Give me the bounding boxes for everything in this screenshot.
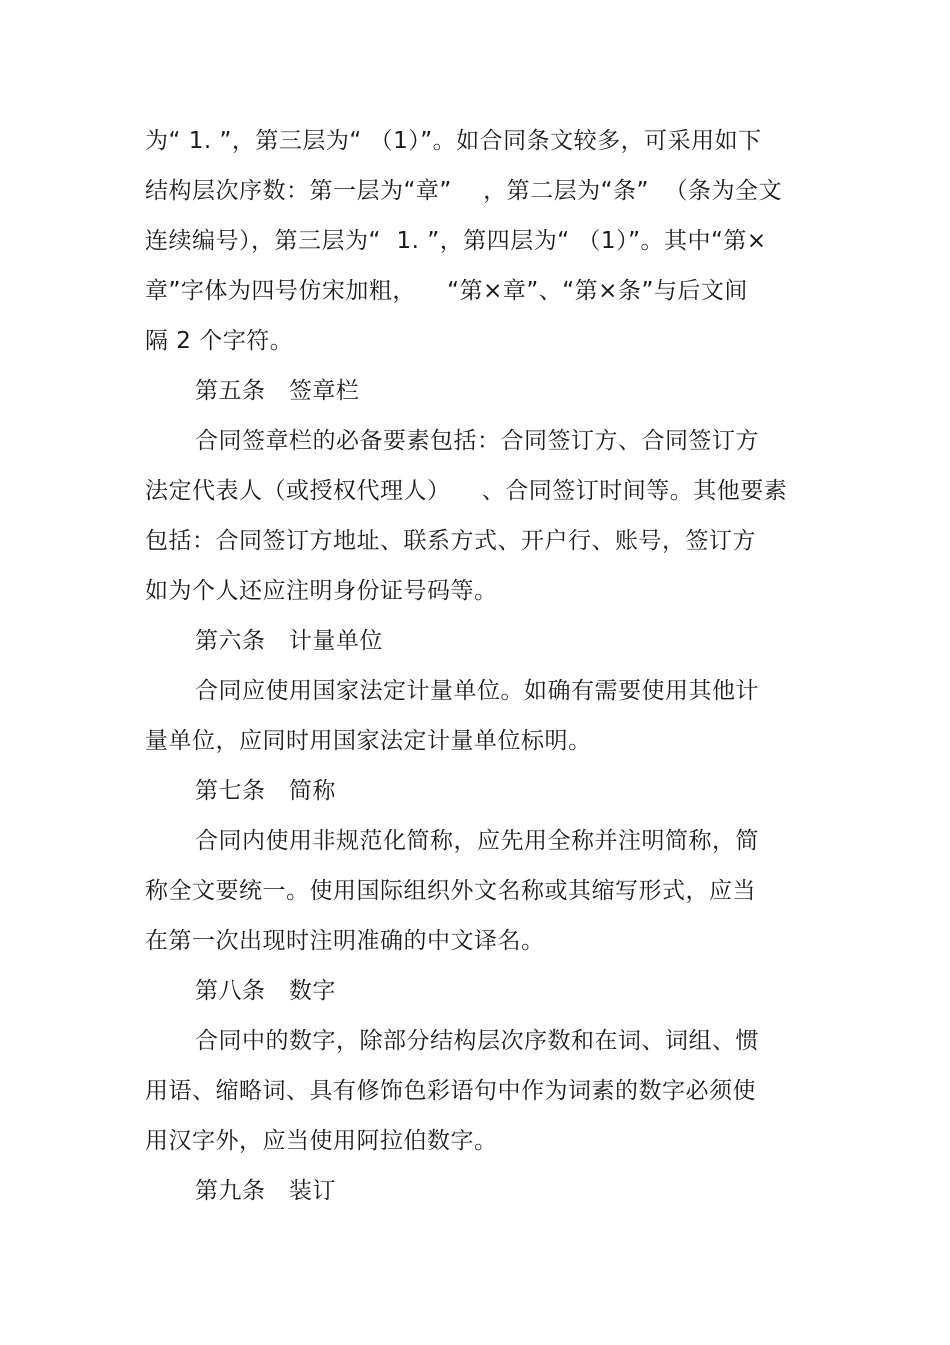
text-line: 如为个人还应注明身份证号码等。 (145, 578, 498, 604)
paragraph-start: 合同中的数字，除部分结构层次序数和在词、词组、惯 (195, 1028, 759, 1054)
article-heading-9: 第九条 装订 (195, 1178, 336, 1204)
paragraph-start: 合同签章栏的必备要素包括：合同签订方、合同签订方 (195, 428, 759, 454)
text-line: 连续编号），第三层为“ 1. ”，第四层为“ （1）”。其中“第× (145, 228, 767, 254)
text-line: 用语、缩略词、具有修饰色彩语句中作为词素的数字必须使 (145, 1078, 756, 1104)
article-heading-7: 第七条 简称 (195, 778, 336, 804)
text-line: 用汉字外，应当使用阿拉伯数字。 (145, 1128, 498, 1154)
paragraph-start: 合同应使用国家法定计量单位。如确有需要使用其他计 (195, 678, 759, 704)
article-heading-5: 第五条 签章栏 (195, 378, 360, 404)
text-line: 量单位，应同时用国家法定计量单位标明。 (145, 728, 592, 754)
article-heading-6: 第六条 计量单位 (195, 628, 383, 654)
text-line: 在第一次出现时注明准确的中文译名。 (145, 928, 545, 954)
text-line: 称全文要统一。使用国际组织外文名称或其缩写形式，应当 (145, 878, 756, 904)
text-line: 结构层次序数：第一层为“章” ，第二层为“条” （条为全文 (145, 178, 783, 204)
text-line: 章”字体为四号仿宋加粗， “第×章”、“第×条”与后文间 (145, 278, 748, 304)
article-heading-8: 第八条 数字 (195, 978, 336, 1004)
text-line: 包括：合同签订方地址、联系方式、开户行、账号，签订方 (145, 528, 756, 554)
text-line: 法定代表人（或授权代理人） 、合同签订时间等。其他要素 (145, 478, 788, 504)
paragraph-start: 合同内使用非规范化简称，应先用全称并注明简称，简 (195, 828, 759, 854)
text-line: 隔 2 个字符。 (145, 328, 294, 354)
text-line: 为“ 1. ”，第三层为“ （1）”。如合同条文较多，可采用如下 (145, 128, 762, 154)
